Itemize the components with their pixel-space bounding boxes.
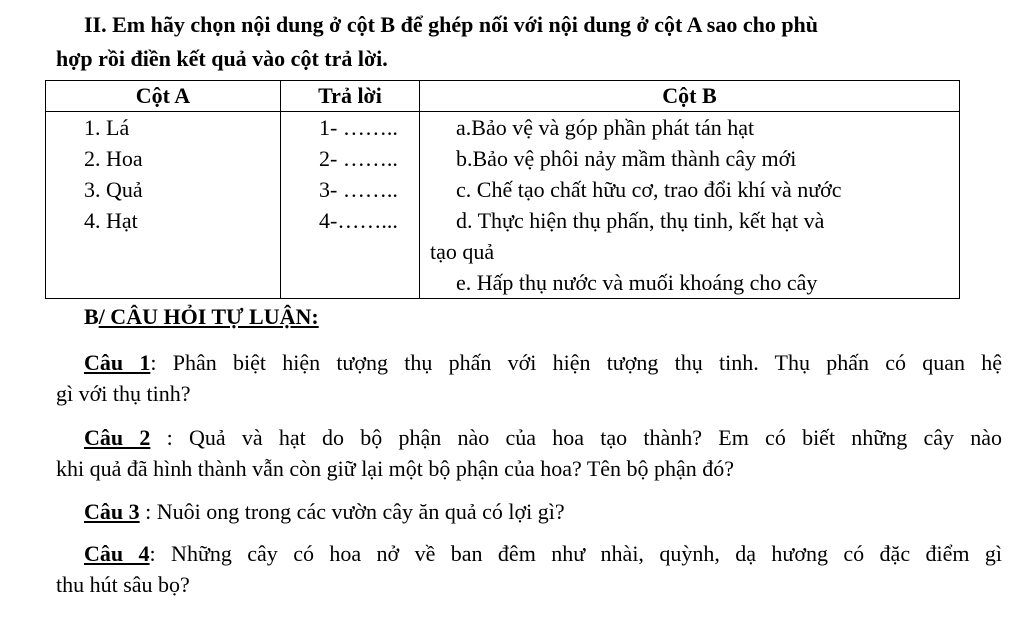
column-a-item-2: 2. Hoa: [84, 146, 143, 171]
question-1-line-2: gì với thụ tinh?: [56, 381, 191, 406]
column-b-item-e: e. Hấp thụ nước và muối khoáng cho cây: [456, 270, 818, 295]
question-4-label: Câu 4: [84, 541, 150, 566]
question-4: [56, 538, 1002, 600]
question-3: [56, 496, 1002, 527]
section-prefix: B: [84, 304, 99, 329]
table-header-row: [46, 81, 960, 112]
exercise-heading: [56, 8, 1006, 76]
column-b-item-a: a.Bảo vệ và góp phần phát tán hạt: [456, 115, 755, 140]
answer-blank-3[interactable]: 3- ……..: [319, 177, 398, 202]
header-answer: Trả lời: [281, 81, 420, 112]
answer-blank-1[interactable]: 1- ……..: [319, 115, 398, 140]
column-a-item-3: 3. Quả: [84, 177, 143, 202]
heading-line-1: II. Em hãy chọn nội dung ở cột B để ghép nối với nội dung ở cột A sao cho phù: [84, 12, 819, 37]
matching-table: [45, 80, 960, 299]
column-b-cell: [420, 112, 960, 299]
essay-section-title: [84, 302, 319, 332]
question-4-line-2: thu hút sâu bọ?: [56, 572, 190, 597]
column-a-item-1: 1. Lá: [84, 115, 130, 140]
question-3-line-1: : Nuôi ong trong các vườn cây ăn quả có lợi gì?: [139, 499, 565, 524]
table-row: [46, 112, 960, 299]
question-1-label: Câu 1: [84, 350, 151, 375]
question-2-label: Câu 2: [84, 425, 151, 450]
question-2: [56, 422, 1002, 484]
answer-blank-4[interactable]: 4-……...: [319, 208, 398, 233]
section-title: / CÂU HỎI TỰ LUẬN:: [98, 304, 319, 329]
answer-blank-2[interactable]: 2- ……..: [319, 146, 398, 171]
question-3-label: Câu 3: [84, 499, 140, 524]
question-2-line-2: khi quả đã hình thành vẫn còn giữ lại một bộ phận của hoa? Tên bộ phận đó?: [56, 456, 735, 481]
column-b-item-d: d. Thực hiện thụ phấn, thụ tinh, kết hạt và: [456, 208, 825, 233]
question-2-line-1: : Quả và hạt do bộ phận nào của hoa tạo thành? Em có biết những cây nào: [150, 425, 1002, 450]
column-b-item-b: b.Bảo vệ phôi nảy mầm thành cây mới: [456, 146, 797, 171]
column-a-item-4: 4. Hạt: [84, 208, 138, 233]
column-b-item-d-continued: tạo quả: [430, 239, 495, 264]
column-a-cell: [46, 112, 281, 299]
question-4-line-1: : Những cây có hoa nở về ban đêm như nhài, quỳnh, dạ hương có đặc điểm gì: [149, 541, 1002, 566]
header-column-a: Cột A: [46, 81, 281, 112]
question-1: [56, 347, 1002, 409]
question-1-line-1: : Phân biệt hiện tượng thụ phấn với hiện tượng thụ tinh. Thụ phấn có quan hệ: [150, 350, 1002, 375]
header-column-b: Cột B: [420, 81, 960, 112]
heading-line-2: hợp rồi điền kết quả vào cột trả lời.: [56, 46, 388, 71]
column-b-item-c: c. Chế tạo chất hữu cơ, trao đổi khí và nước: [456, 177, 842, 202]
answer-cell: [281, 112, 420, 299]
